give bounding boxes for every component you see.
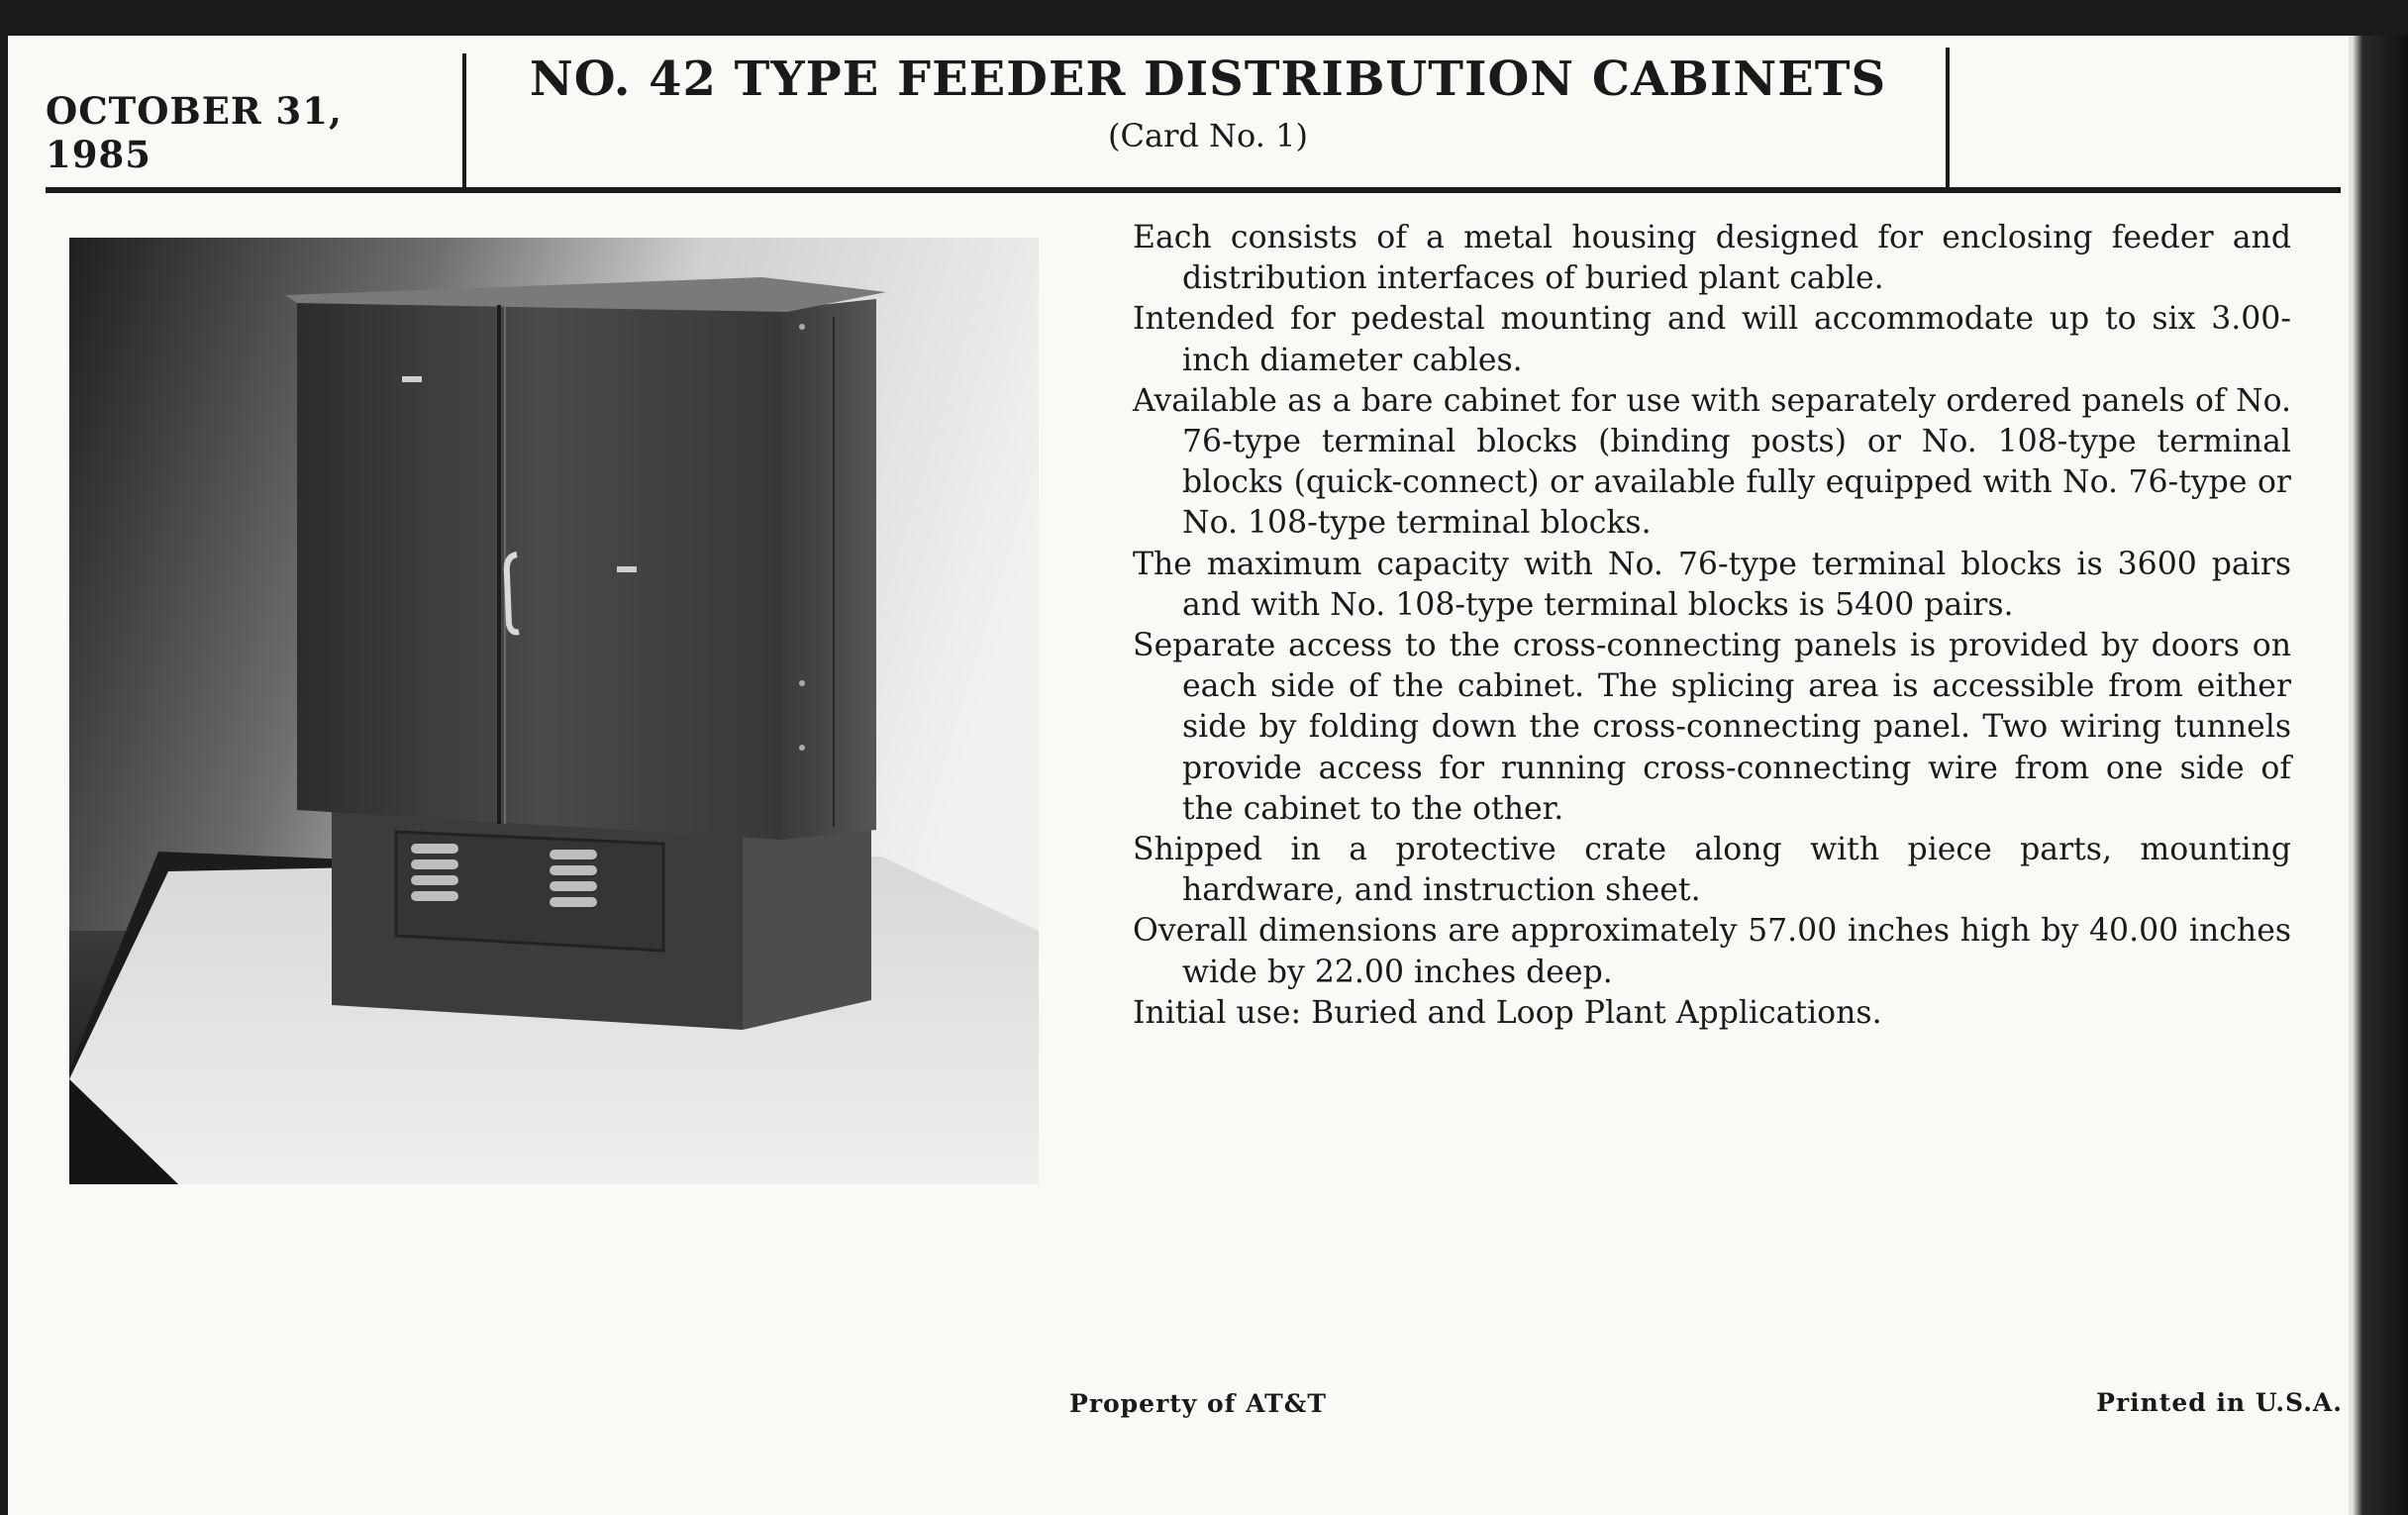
header-divider-right (1946, 48, 1950, 192)
page-title: NO. 42 TYPE FEEDER DISTRIBUTION CABINETS (529, 51, 1887, 107)
header-divider-left (462, 53, 466, 192)
card-number: (Card No. 1) (1108, 117, 1308, 154)
cabinet-photo (69, 238, 1039, 1184)
description-paragraph: The maximum capacity with No. 76-type terminal blocks is 3600 pairs and with No. 108-type terminal blocks is 5400 pairs. (1133, 546, 2291, 623)
description-paragraph: Intended for pedestal mounting and will accommodate up to six 3.00-inch diameter cables. (1133, 301, 2291, 378)
card-edge-shadow (2349, 36, 2408, 1515)
description-paragraph: Each consists of a metal housing designed for enclosing feeder and distribution interfaces of buried plant cable. (1133, 220, 2291, 297)
description-paragraph: Overall dimensions are approximately 57.00 inches high by 40.00 inches wide by 22.00 inches deep. (1133, 913, 2291, 990)
description-paragraph: Initial use: Buried and Loop Plant Applications. (1133, 994, 1882, 1031)
description-text (1133, 218, 2291, 1034)
header-rule (46, 187, 2341, 193)
property-notice: Property of AT&T (1069, 1389, 1327, 1418)
description-paragraph: Separate access to the cross-connecting panels is provided by doors on each side of the cabinet. The splicing area is accessible from either side by folding down the cross-connecting panel. Two wiring tunnels provide access for running cross-connecting wire from one side of the cabinet to the other. (1133, 628, 2291, 827)
description-paragraph: Shipped in a protective crate along with piece parts, mounting hardware, and instruction sheet. (1133, 832, 2291, 909)
card-date: OCTOBER 31, 1985 (46, 89, 343, 176)
printed-notice: Printed in U.S.A. (2096, 1388, 2343, 1417)
description-paragraph: Available as a bare cabinet for use with separately ordered panels of No. 76-type terminal blocks (binding posts) or No. 108-type terminal blocks (quick-connect) or available fully equipped with No. 76-type or No. 108-type terminal blocks. (1133, 382, 2291, 542)
